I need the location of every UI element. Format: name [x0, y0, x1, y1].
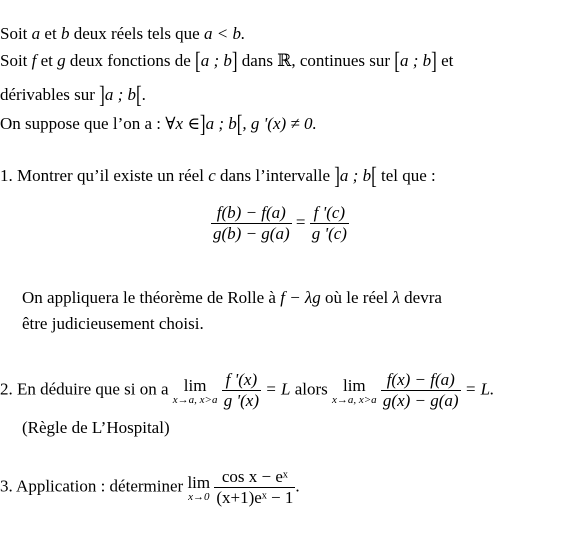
text: (Règle de L’Hospital)	[22, 418, 170, 437]
bracket: [	[195, 46, 201, 75]
numerator: f '(x)	[222, 370, 261, 391]
limit	[332, 377, 377, 405]
intro-line-4	[0, 109, 317, 138]
inequality: a < b.	[203, 24, 246, 43]
text: où le réel	[325, 288, 389, 307]
intro-line-1	[0, 24, 245, 44]
bracket: ]	[334, 161, 340, 190]
text: 3. Application : déterminer	[0, 476, 184, 496]
text: Soit	[0, 24, 28, 43]
denominator: g(b) − g(a)	[213, 224, 290, 243]
text: , continues sur	[291, 51, 391, 70]
fraction-application	[214, 467, 295, 508]
bracket: [	[394, 46, 400, 75]
intro-line-2	[0, 46, 454, 75]
q2-note	[22, 418, 170, 438]
numerator: f(x) − f(a)	[381, 370, 461, 391]
bracket: ]	[99, 80, 105, 109]
interval: a ; b	[200, 51, 232, 70]
q1-hint-line-2	[22, 314, 204, 334]
text: .	[141, 85, 146, 104]
text: Soit	[0, 51, 28, 70]
q2-line	[0, 370, 494, 411]
var-lambda: λ	[392, 288, 400, 307]
text: On suppose que l’on a :	[0, 114, 162, 133]
lim-subscript: x→0	[188, 490, 210, 503]
text: et	[44, 24, 57, 43]
text: et	[40, 51, 53, 70]
text: 2. En déduire que si on a	[0, 379, 169, 399]
condition: , g '(x) ≠ 0.	[242, 114, 317, 133]
bracket: ]	[231, 46, 238, 75]
bracket: [	[135, 80, 142, 109]
text: .	[295, 476, 300, 496]
bracket: [	[236, 109, 243, 138]
equals: =	[295, 212, 306, 232]
denominator: g '(c)	[311, 224, 347, 243]
text: deux fonctions de	[69, 51, 191, 70]
var-c: c	[208, 166, 216, 185]
text: être judicieusement choisi.	[22, 314, 204, 333]
limit	[173, 377, 218, 405]
equals-L: = L.	[464, 379, 495, 399]
q3-line	[0, 467, 300, 508]
var-f: f	[31, 51, 37, 70]
interval: a ; b	[104, 85, 136, 104]
text: dans	[241, 51, 273, 70]
text: alors	[294, 379, 328, 399]
interval: a ; b	[205, 114, 237, 133]
interval: a ; b	[399, 51, 432, 70]
lim-label: lim	[183, 375, 207, 395]
denominator: g '(x)	[223, 391, 259, 410]
text: dans l’intervalle	[220, 166, 330, 185]
limit	[187, 474, 210, 502]
q1-formula	[211, 203, 349, 244]
text: dérivables sur	[0, 85, 95, 104]
text: tel que :	[381, 166, 436, 185]
var-b: b	[60, 24, 70, 43]
numerator: f(b) − f(a)	[211, 203, 292, 224]
q1-line	[0, 161, 436, 190]
reals-symbol: ℝ	[277, 51, 292, 70]
bracket: [	[371, 161, 377, 190]
denominator: (x+1)eˣ − 1	[216, 488, 294, 507]
lim-label: lim	[342, 375, 366, 395]
forall: ∀x ∈	[165, 114, 200, 133]
intro-line-3	[0, 80, 146, 109]
equals-L: = L	[265, 379, 291, 399]
text: deux réels tels que	[73, 24, 200, 43]
bracket: ]	[431, 46, 437, 75]
text: 1. Montrer qu’il existe un réel	[0, 166, 204, 185]
numerator: cos x − eˣ	[214, 467, 295, 488]
lim-subscript: x→a, x>a	[172, 393, 218, 406]
numerator: f '(c)	[310, 203, 349, 224]
lim-label: lim	[187, 472, 211, 492]
fraction-derivatives	[222, 370, 261, 411]
denominator: g(x) − g(a)	[382, 391, 459, 410]
text: devra	[404, 288, 442, 307]
interval: a ; b	[339, 166, 372, 185]
var-g: g	[57, 51, 66, 70]
var-a: a	[31, 24, 41, 43]
fraction-differences	[381, 370, 461, 411]
bracket: ]	[199, 109, 206, 138]
lim-subscript: x→a, x>a	[331, 393, 377, 406]
fraction-left	[211, 203, 292, 244]
q1-hint-line-1	[22, 288, 442, 308]
fraction-right	[310, 203, 349, 244]
text: On appliquera le théorème de Rolle à	[22, 288, 276, 307]
expression: f − λg	[280, 288, 321, 307]
text: et	[441, 51, 454, 70]
